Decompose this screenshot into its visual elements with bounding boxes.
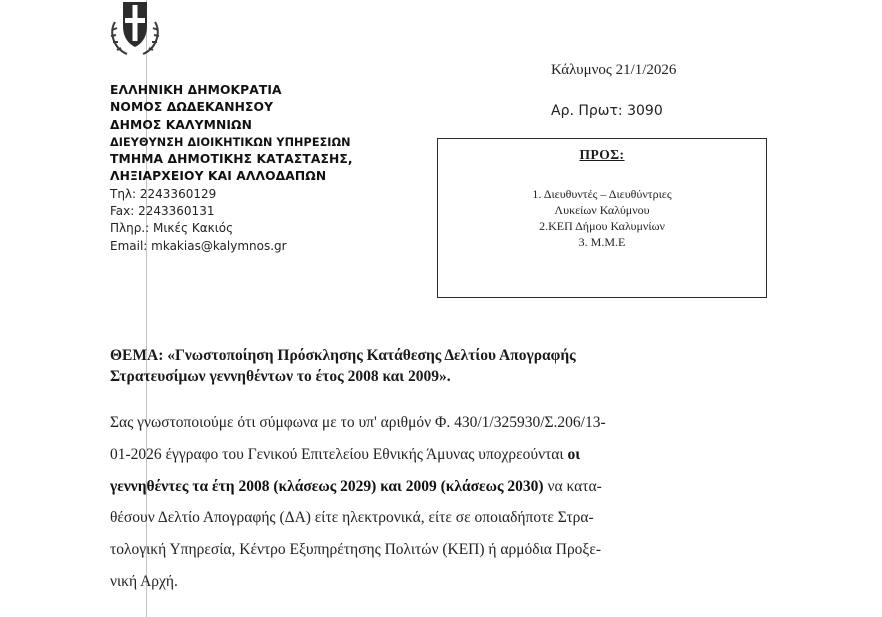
body-text: 01-2026 έγγραφο του Γενικού Επιτελείου Εθνικής Άμυνας υποχρεούνται [110,445,568,463]
contact-person: Πληρ.: Μικές Κακιός [110,221,234,236]
body-line [110,471,770,503]
recipient-line: 1. Διευθυντές – Διευθύντριες [532,187,672,201]
telephone: Τηλ: 2243360129 [110,186,217,201]
recipient-line: Λυκείων Καλύμνου [554,203,650,217]
recipients-list [438,186,766,250]
org-line: ΝΟΜΟΣ ΔΩΔΕΚΑΝΗΣΟΥ [110,100,274,115]
org-line: ΤΜΗΜΑ ΔΗΜΟΤΙΚΗΣ ΚΑΤΑΣΤΑΣΗΣ, [110,152,353,167]
greek-coat-of-arms-icon [107,0,163,58]
body-line: Σας γνωστοποιούμε ότι σύμφωνα με το υπ' αριθμόν Φ. 430/1/325930/Σ.206/13- [110,414,606,431]
email: Email: mkakias@kalymnos.gr [110,238,287,253]
fax: Fax: 2243360131 [110,204,215,219]
body-line: νική Αρχή. [110,572,178,590]
org-line: ΛΗΞΙΑΡΧΕΙΟΥ ΚΑΙ ΑΛΛΟΔΑΠΩΝ [110,169,327,184]
recipient-line: 2.ΚΕΠ Δήμου Καλυμνίων [539,219,665,233]
body-bold-text: οι [567,445,581,463]
subject-line: ΘΕΜΑ: «Γνωστοποίηση Πρόσκλησης Κατάθεσης Δελτίου Απογραφής [110,347,576,364]
subject-line: Στρατευσίμων γεννηθέντων το έτος 2008 και 2009». [110,368,451,385]
recipients-box [437,138,767,298]
body-line: τολογική Υπηρεσία, Κέντρο Εξυπηρέτησης Πολιτών (ΚΕΠ) ή αρμόδια Προξε- [110,541,602,559]
body-line [110,439,770,471]
body-text: να κατα- [543,477,602,495]
org-line: ΔΙΕΥΘΥΝΣΗ ΔΙΟΙΚΗΤΙΚΩΝ ΥΠΗΡΕΣΙΩΝ [110,135,351,149]
sender-block [110,82,430,255]
org-line: ΕΛΛΗΝΙΚΗ ΔΗΜΟΚΡΑΤΙΑ [110,83,282,97]
subject-heading [110,345,770,387]
org-line: ΔΗΜΟΣ ΚΑΛΥΜΝΙΩΝ [110,117,252,132]
document-date: Κάλυμνος 21/1/2026 [551,62,677,78]
protocol-number: Αρ. Πρωτ: 3090 [551,103,663,119]
body-bold-text: γεννηθέντες τα έτη 2008 (κλάσεως 2029) και 2009 (κλάσεως 2030) [110,477,544,495]
recipients-title: ΠΡΟΣ: [579,147,625,162]
recipient-line: 3. Μ.Μ.Ε [578,235,626,249]
body-line: θέσουν Δελτίο Απογραφής (ΔΑ) είτε ηλεκτρονικά, είτε σε οποιαδήποτε Στρα- [110,509,594,527]
body-paragraph [110,407,770,598]
